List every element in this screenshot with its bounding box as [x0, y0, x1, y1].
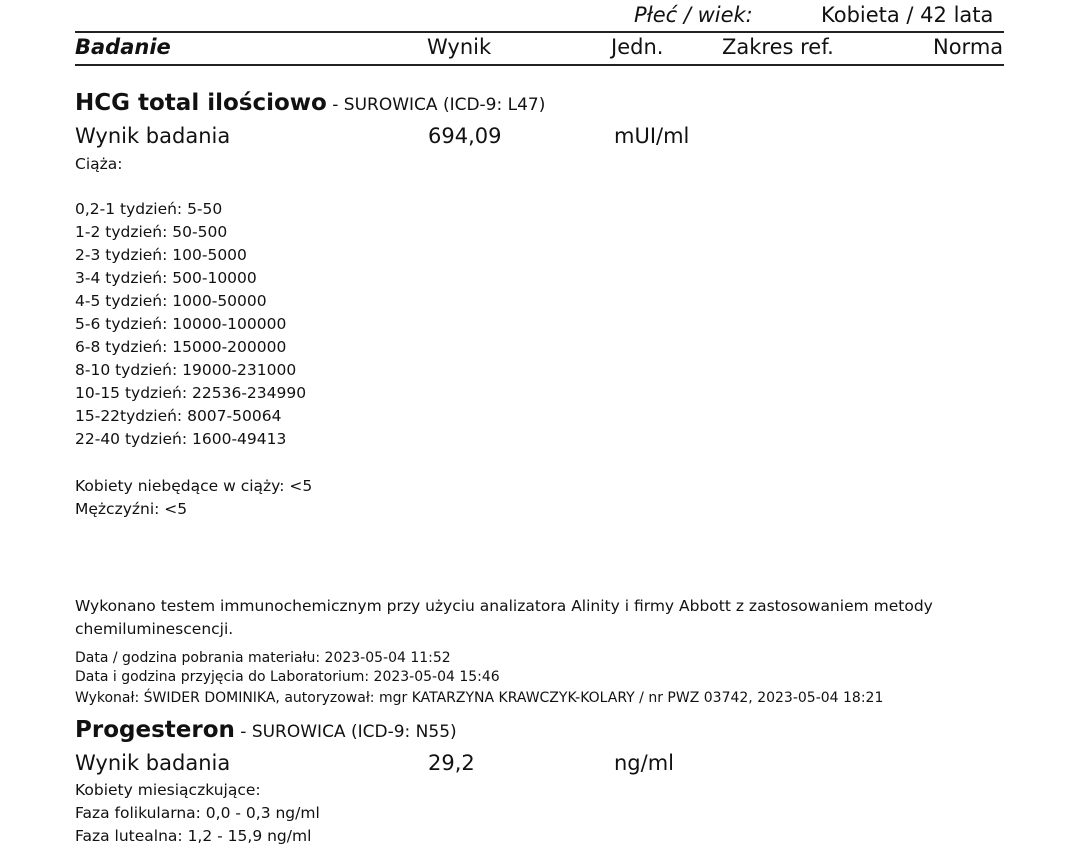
sex-age-value: Kobieta / 42 lata — [821, 3, 994, 27]
column-header-unit: Jedn. — [611, 35, 664, 59]
progesterone-result-value: 29,2 — [428, 751, 475, 775]
hcg-result-value: 694,09 — [428, 124, 502, 148]
hcg-result-unit: mUI/ml — [614, 124, 690, 148]
hcg-collection-time: Data / godzina pobrania materiału: 2023-05-04 11:52 — [75, 650, 451, 666]
progesterone-result-label: Wynik badania — [75, 751, 231, 775]
hcg-range-line: 3-4 tydzień: 500-10000 — [75, 269, 257, 287]
hcg-method-note: Wykonano testem immunochemicznym przy użyciu analizatora Alinity i firmy Abbott z zastosowaniem metody chemiluminescencji. — [75, 597, 933, 638]
progesterone-women-label: Kobiety miesiączkujące: — [75, 781, 261, 799]
hcg-range-line: 5-6 tydzień: 10000-100000 — [75, 315, 287, 333]
sex-age-label: Płeć / wiek: — [634, 3, 753, 27]
hcg-specimen: - SUROWICA (ICD-9: L47) — [326, 95, 546, 115]
hcg-title: HCG total ilościowo — [75, 90, 327, 116]
hcg-range-line: 15-22tydzień: 8007-50064 — [75, 407, 282, 425]
column-header-norm: Norma — [933, 35, 1004, 59]
hcg-range-line: 1-2 tydzień: 50-500 — [75, 223, 228, 241]
hcg-range-line: 6-8 tydzień: 15000-200000 — [75, 338, 287, 356]
hcg-range-line: 8-10 tydzień: 19000-231000 — [75, 361, 297, 379]
hcg-range-line: 22-40 tydzień: 1600-49413 — [75, 430, 287, 448]
hcg-reference-ranges — [75, 198, 306, 451]
hcg-range-line: 2-3 tydzień: 100-5000 — [75, 246, 247, 264]
column-header-range: Zakres ref. — [722, 35, 834, 59]
hcg-non-pregnant: Kobiety niebędące w ciąży: <5 — [75, 477, 313, 495]
hcg-received-time: Data i godzina przyjęcia do Laboratorium: 2023-05-04 15:46 — [75, 669, 500, 685]
hcg-performed-by: Wykonał: ŚWIDER DOMINIKA, autoryzował: mgr KATARZYNA KRAWCZYK-KOLARY / nr PWZ 03742, 2023-05-04 18:21 — [75, 690, 884, 706]
progesterone-follicular: Faza folikularna: 0,0 - 0,3 ng/ml — [75, 804, 320, 822]
hcg-heading — [75, 90, 545, 116]
progesterone-result-unit: ng/ml — [614, 751, 675, 775]
hcg-range-line: 10-15 tydzień: 22536-234990 — [75, 384, 307, 402]
column-header-result: Wynik — [427, 35, 492, 59]
header-rule-top — [75, 31, 1004, 33]
hcg-range-line: 0,2-1 tydzień: 5-50 — [75, 200, 223, 218]
hcg-pregnancy-label: Ciąża: — [75, 155, 123, 173]
progesterone-heading — [75, 717, 457, 743]
progesterone-specimen: - SUROWICA (ICD-9: N55) — [234, 722, 457, 742]
column-header-test: Badanie — [75, 35, 171, 59]
hcg-men: Mężczyźni: <5 — [75, 500, 188, 518]
header-rule-bottom — [75, 64, 1004, 66]
progesterone-title: Progesteron — [75, 717, 235, 743]
hcg-result-label: Wynik badania — [75, 124, 231, 148]
hcg-range-line: 4-5 tydzień: 1000-50000 — [75, 292, 267, 310]
progesterone-luteal: Faza lutealna: 1,2 - 15,9 ng/ml — [75, 827, 312, 845]
